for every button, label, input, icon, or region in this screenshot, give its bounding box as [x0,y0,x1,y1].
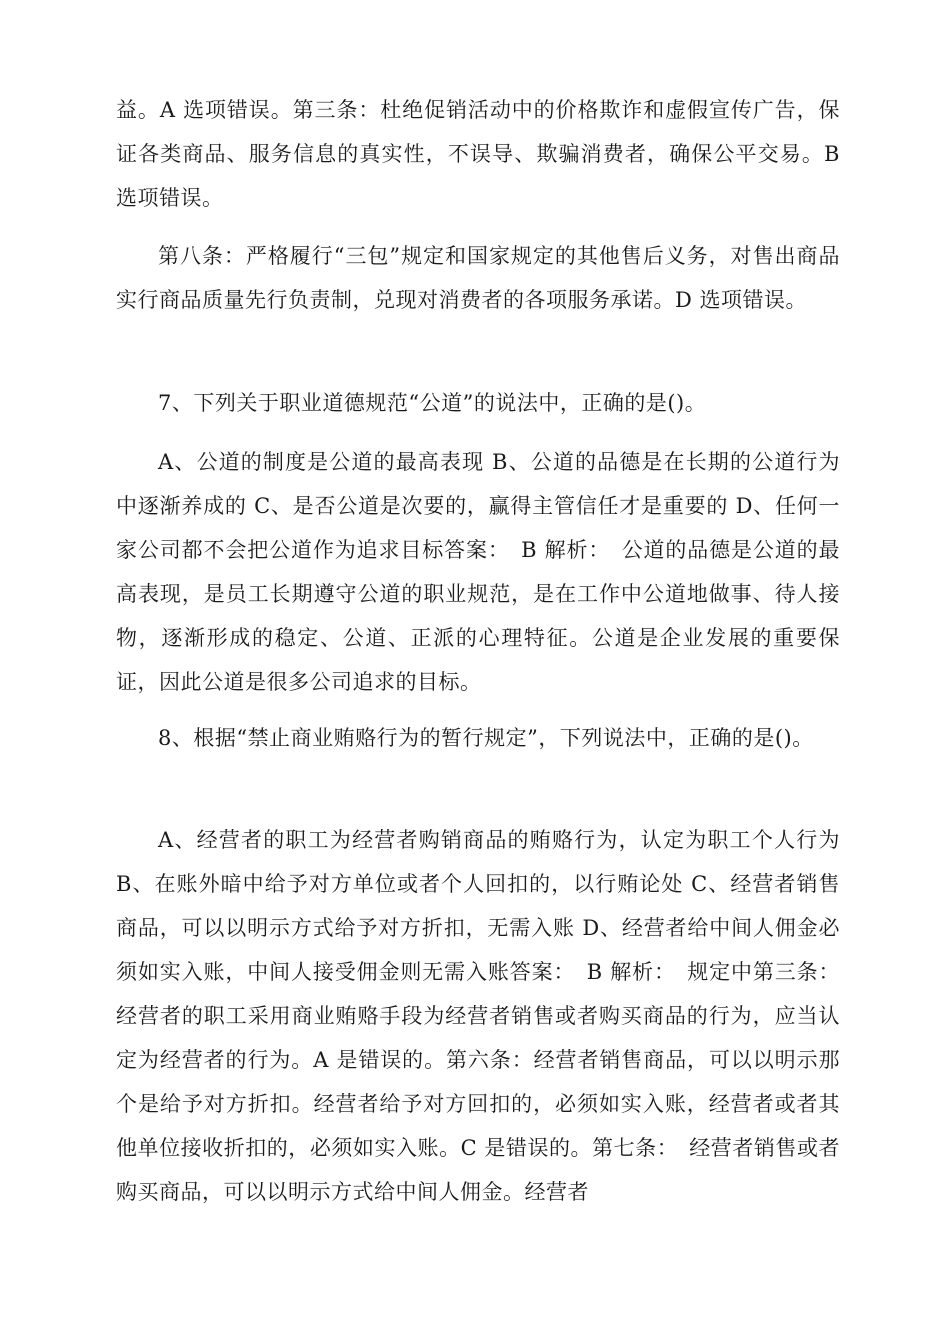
question-8: 8、根据“禁止商业贿赂行为的暂行规定”，下列说法中，正确的是()。 [158,726,814,750]
question-7-options-answer: A、公道的制度是公道的最高表现 B、公道的品德是在长期的公道行为中逐渐养成的 C、是否公道是次要的，赢得主管信任才是重要的 D、任何一家公司都不会把公道作为追求目标答案： B 解析： 公道的品德是公道的最高表现，是员工长期遵守公道的职业规范，是在工作中公道地做事、待人接物，逐渐形成的稳定、公道、正派的心理特征。公道是企业发展的重要保证，因此公道是很多公司追求的目标。 [116,450,840,694]
question-8-options-answer: A、经营者的职工为经营者购销商品的贿赂行为，认定为职工个人行为 B、在账外暗中给予对方单位或者个人回扣的，以行贿论处 C、经营者销售商品，可以以明示方式给予对方折扣，无需入账 D、经营者给中间人佣金必须如实入账，中间人接受佣金则无需入账答案： B 解析： 规定中第三条：经营者的职工采用商业贿赂手段为经营者销售或者购买商品的行为，应当认定为经营者的行为。A 是错误的。第六条：经营者销售商品，可以以明示那个是给予对方折扣。经营者给予对方回扣的，必须如实入账，经营者或者其他单位接收折扣的，必须如实入账。C 是错误的。第七条： 经营者销售或者购买商品，可以以明示方式给中间人佣金。经营者 [116,828,848,1204]
question-7: 7、下列关于职业道德规范“公道”的说法中，正确的是()。 [158,391,707,415]
paragraph-article-eight: 第八条：严格履行“三包”规定和国家规定的其他售后义务，对售出商品实行商品质量先行负责制，兑现对消费者的各项服务承诺。D 选项错误。 [116,244,840,312]
paragraph-continuation: 益。A 选项错误。第三条：杜绝促销活动中的价格欺诈和虚假宣传广告，保证各类商品、服务信息的真实性，不误导、欺骗消费者，确保公平交易。B 选项错误。 [116,98,848,210]
